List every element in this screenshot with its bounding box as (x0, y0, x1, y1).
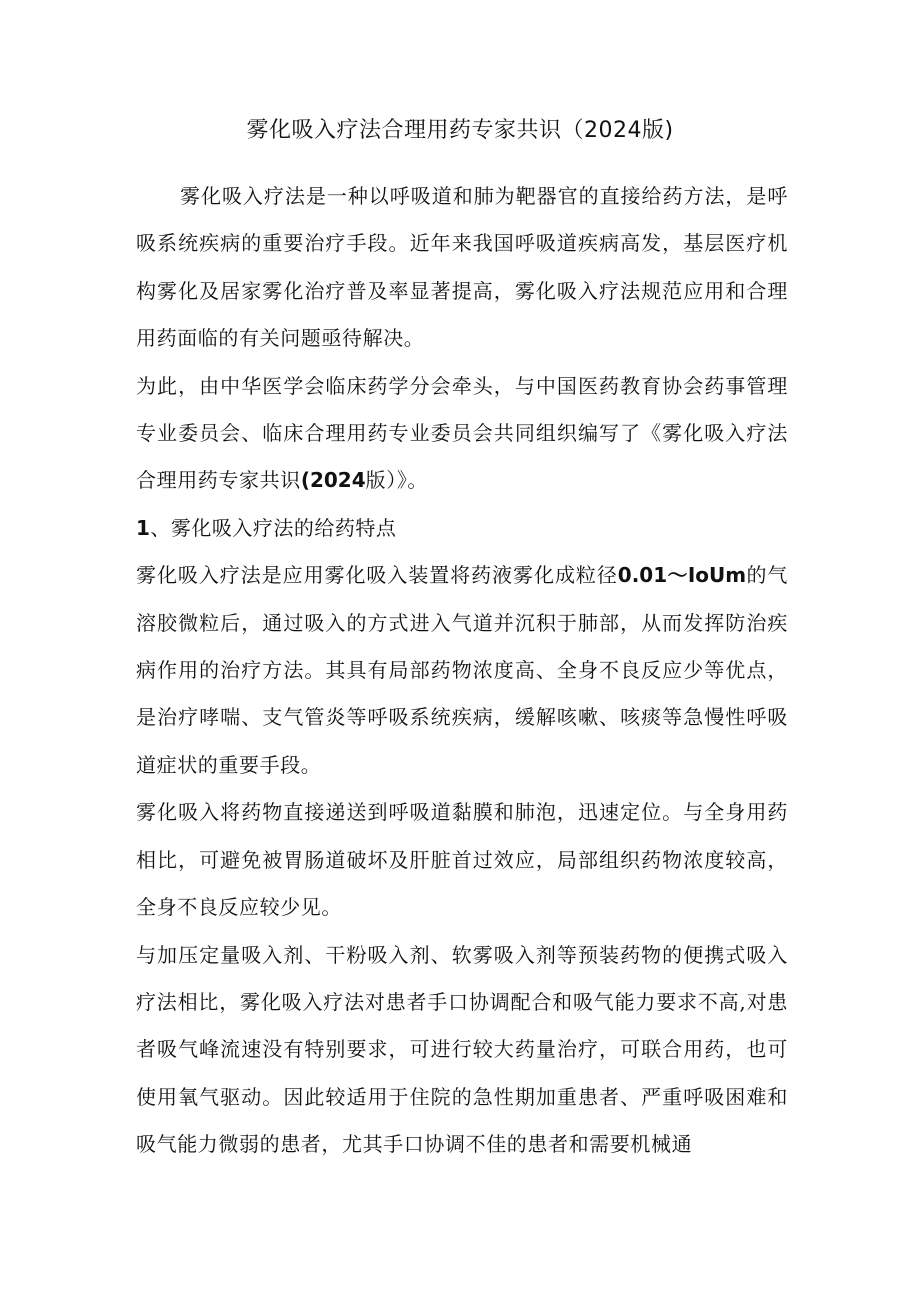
document-title: 雾化吸入疗法合理用药专家共识（2024版) (246, 118, 674, 143)
section-1-paragraph-3: 与加压定量吸入剂、干粉吸入剂、软雾吸入剂等预装药物的便携式吸入疗法相比，雾化吸入疗法对患者手口协调配合和吸气能力要求不高,对患者吸气峰流速没有特别要求，可进行较大药量治疗，可联合用药，也可使用氧气驱动。因此较适用于住院的急性期加重患者、严重呼吸困难和吸气能力微弱的患者，尤其手口协调不佳的患者和需要机械通 (136, 942, 788, 1157)
document-body (136, 173, 788, 1169)
section-1-heading-text: 、雾化吸入疗法的给药特点 (150, 515, 397, 540)
section-1-heading (136, 505, 788, 552)
section-1-paragraph-2: 雾化吸入将药物直接递送到呼吸道黏膜和肺泡，迅速定位。与全身用药相比，可避免被胃肠道破坏及肝脏首过效应，局部组织药物浓度较高，全身不良反应较少见。 (136, 800, 788, 920)
purpose-paragraph (136, 363, 788, 505)
purpose-bold-year: (2024 (300, 468, 366, 493)
p1-particle-size: 0.01〜IoUm (617, 563, 747, 588)
section-1-paragraph-1 (136, 552, 788, 789)
purpose-text-after: 版）》。 (365, 468, 429, 493)
p1-text-before: 雾化吸入疗法是应用雾化吸入装置将药液雾化成粒径 (136, 563, 618, 588)
section-1-number: 1 (136, 515, 151, 540)
purpose-text-before: 为此，由中华医学会临床药学分会牵头，与中国医药教育协会药事管理专业委员会、临床合理用药专业委员会共同组织编写了《雾化吸入疗法合理用药专家共识 (136, 373, 788, 493)
intro-paragraph: 雾化吸入疗法是一种以呼吸道和肺为靶器官的直接给药方法，是呼吸系统疾病的重要治疗手段。近年来我国呼吸道疾病高发，基层医疗机构雾化及居家雾化治疗普及率显著提高，雾化吸入疗法规范应用和合理用药面临的有关问题亟待解决。 (136, 184, 788, 351)
p1-text-after: 的气溶胶微粒后，通过吸入的方式进入气道并沉积于肺部，从而发挥防治疾病作用的治疗方法。其具有局部药物浓度高、全身不良反应少等优点，是治疗哮喘、支气管炎等呼吸系统疾病，缓解咳嗽、咳痰等急慢性呼吸道症状的重要手段。 (136, 563, 789, 777)
